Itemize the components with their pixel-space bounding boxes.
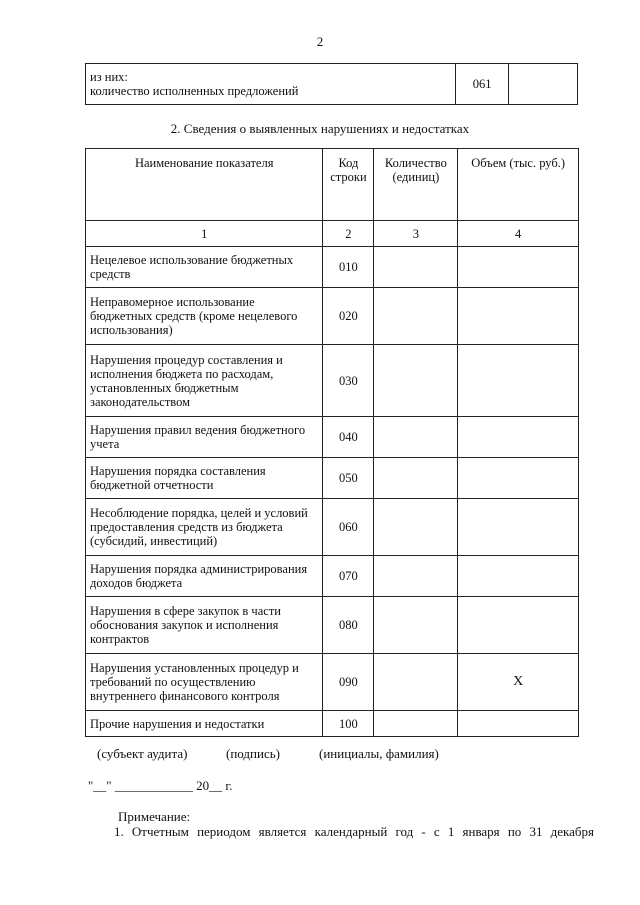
row-code: 100: [323, 711, 374, 737]
row-name: Прочие нарушения и недостатки: [86, 711, 323, 737]
note-text: 1. Отчетным периодом является календарный год - с 1 января по 31 декабря: [114, 824, 594, 839]
col-number: 2: [323, 221, 374, 247]
row-volume: [458, 345, 579, 417]
signature-name: (инициалы, фамилия): [319, 746, 439, 761]
row-qty: [374, 499, 458, 556]
row-code: 080: [323, 597, 374, 654]
row-volume: [458, 417, 579, 458]
row-name: Нарушения порядка составления бюджетной отчетности: [86, 458, 323, 499]
row-label-line2: количество исполненных предложений: [90, 84, 299, 98]
violations-table: [85, 148, 579, 737]
table-row: [86, 499, 579, 556]
row-qty: [374, 288, 458, 345]
row-volume: [458, 597, 579, 654]
row-name: Нарушения правил ведения бюджетного учета: [86, 417, 323, 458]
row-code: 010: [323, 247, 374, 288]
header-name: Наименование показателя: [86, 149, 323, 221]
row-code: 020: [323, 288, 374, 345]
row-label: [86, 64, 456, 105]
table-row: [86, 711, 579, 737]
row-qty: [374, 458, 458, 499]
row-name: Нарушения установленных процедур и требований по осуществлению внутреннего финансового контроля: [86, 654, 323, 711]
row-name: Нарушения в сфере закупок в части обоснования закупок и исполнения контрактов: [86, 597, 323, 654]
date-line: "__" ____________ 20__ г.: [88, 778, 233, 793]
row-code: 090: [323, 654, 374, 711]
header-code: Код строки: [323, 149, 374, 221]
row-qty: [374, 556, 458, 597]
summary-table: [85, 63, 578, 105]
page-number: 2: [316, 34, 324, 49]
note-heading: Примечание:: [118, 809, 191, 824]
row-volume: [458, 556, 579, 597]
row-code: 050: [323, 458, 374, 499]
col-number: 1: [86, 221, 323, 247]
row-volume: [458, 711, 579, 737]
row-volume: X: [458, 654, 579, 711]
header-row: [86, 149, 579, 221]
row-name: Нецелевое использование бюджетных средств: [86, 247, 323, 288]
row-qty: [374, 417, 458, 458]
table-row: [86, 458, 579, 499]
signature-subject: (субъект аудита): [97, 746, 188, 761]
row-name: Несоблюдение порядка, целей и условий предоставления средств из бюджета (субсидий, инвестиций): [86, 499, 323, 556]
signature-sign: (подпись): [226, 746, 280, 761]
table-row: [86, 654, 579, 711]
row-qty: [374, 597, 458, 654]
col-number: 4: [458, 221, 579, 247]
column-number-row: [86, 221, 579, 247]
row-label-line1: из них:: [90, 70, 128, 84]
row-volume: [458, 458, 579, 499]
table-row: [86, 64, 578, 105]
row-qty: [374, 247, 458, 288]
section-title: 2. Сведения о выявленных нарушениях и недостатках: [170, 121, 470, 136]
row-code: 040: [323, 417, 374, 458]
header-qty: Количество (единиц): [374, 149, 458, 221]
row-volume: [458, 247, 579, 288]
col-number: 3: [374, 221, 458, 247]
row-name: Нарушения процедур составления и исполнения бюджета по расходам, установленных бюджетным законодательством: [86, 345, 323, 417]
row-qty: [374, 345, 458, 417]
row-name: Неправомерное использование бюджетных средств (кроме нецелевого использования): [86, 288, 323, 345]
row-value: [509, 64, 578, 105]
row-name: Нарушения порядка администрирования доходов бюджета: [86, 556, 323, 597]
table-row: [86, 345, 579, 417]
row-qty: [374, 711, 458, 737]
table-row: [86, 288, 579, 345]
row-qty: [374, 654, 458, 711]
row-code: 070: [323, 556, 374, 597]
table-row: [86, 556, 579, 597]
row-volume: [458, 499, 579, 556]
table-row: [86, 597, 579, 654]
table-row: [86, 247, 579, 288]
row-code: 060: [323, 499, 374, 556]
row-code: 030: [323, 345, 374, 417]
table-row: [86, 417, 579, 458]
row-volume: [458, 288, 579, 345]
row-code: 061: [456, 64, 509, 105]
header-volume: Объем (тыс. руб.): [458, 149, 579, 221]
